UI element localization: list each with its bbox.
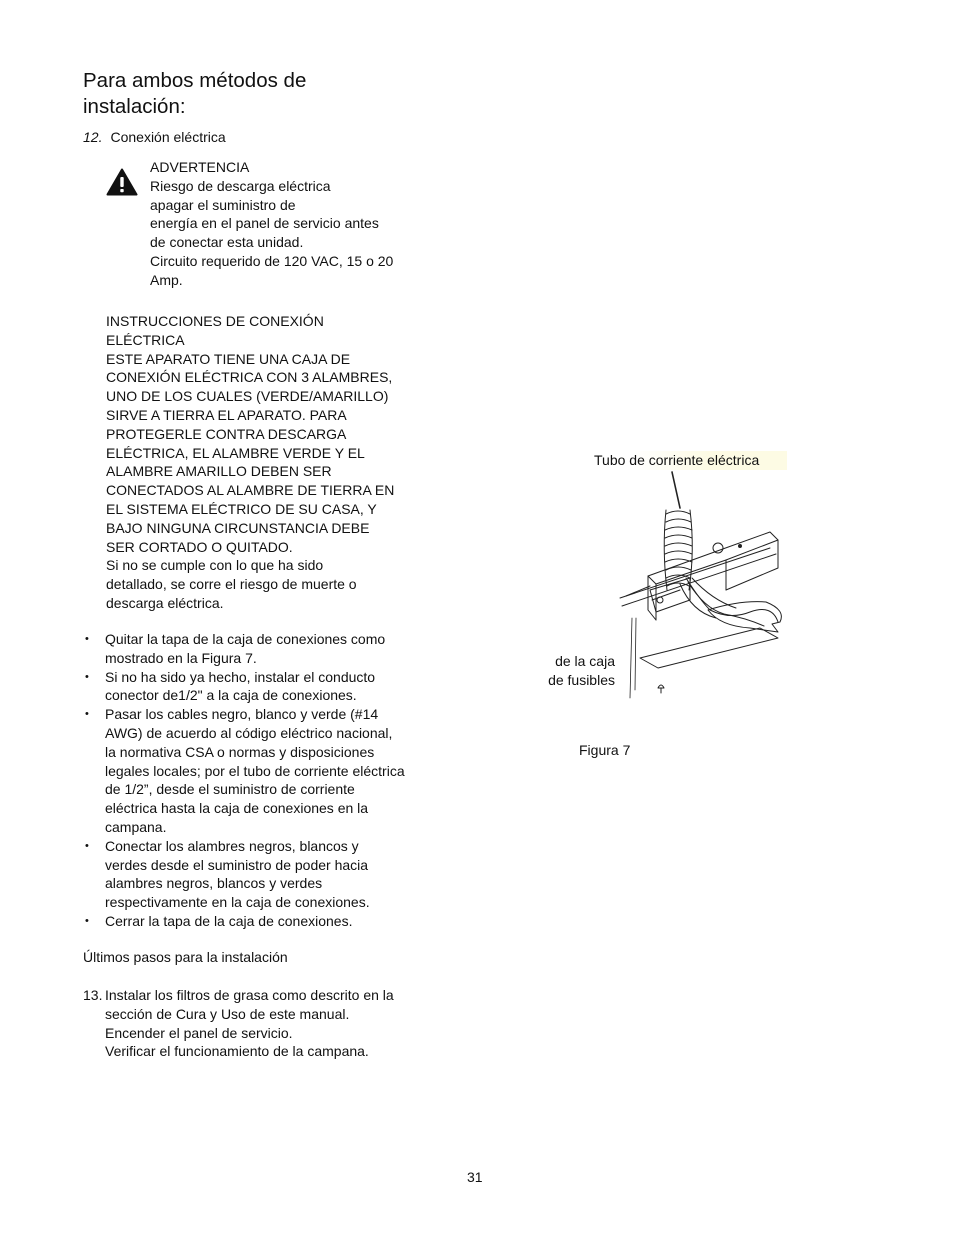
warning-line: de conectar esta unidad. [150,234,304,251]
instruction-line: SIRVE A TIERRA EL APARATO. PARA [106,406,347,423]
warning-triangle-icon [106,168,138,196]
bullet-line: • Conectar los alambres negros, blancos y [105,837,359,854]
step-13-line: Verificar el funcionamiento de la campana. [105,1043,369,1060]
instruction-line: SER CORTADO O QUITADO. [106,538,293,555]
step-12-title [83,128,226,147]
bullet-line: verdes desde el suministro de poder hacia [105,856,369,873]
step-13-line: sección de Cura y Uso de este manual. [105,1005,350,1022]
steps-bullet-list [83,630,428,931]
bullet-item [83,705,428,837]
fuse-label-line-1: de la caja [555,653,615,669]
warning-line: Amp. [150,271,183,288]
page-number: 31 [467,1169,483,1185]
bullet-line: de 1/2”, desde el suministro de corriente [105,781,355,798]
section-heading-line-1: Para ambos métodos de [83,69,307,92]
warning-line: apagar el suministro de [150,196,296,213]
instruction-line: BAJO NINGUNA CIRCUNSTANCIA DEBE [106,519,370,536]
step-13-line: Encender el panel de servicio. [105,1024,293,1041]
step-12-number: 12. [83,129,103,145]
warning-line: energía en el panel de servicio antes [150,215,379,232]
warning-title: ADVERTENCIA [150,159,250,175]
instruction-line: ESTE APARATO TIENE UNA CAJA DE [106,350,351,367]
fuse-box-label [540,652,615,690]
instruction-line: CONEXIÓN ELÉCTRICA CON 3 ALAMBRES, [106,369,393,386]
instruction-line: CONECTADOS AL ALAMBRE DE TIERRA EN [106,482,395,499]
bullet-line: mostrado en la Figura 7. [105,649,257,666]
instruction-line: ELÉCTRICA [106,331,185,348]
warning-line: Circuito requerido de 120 VAC, 15 o 20 [150,252,394,269]
instruction-line: ELÉCTRICA, EL ALAMBRE VERDE Y EL [106,444,365,461]
section-heading-line-2: instalación: [83,95,186,118]
step-13-line: Instalar los filtros de grasa como descrito en la [105,987,394,1003]
connection-instructions [106,312,396,613]
fuse-label-line-2: de fusibles [548,672,615,688]
bullet-line: la normativa CSA o normas y disposiciones [105,743,375,760]
instruction-line: EL SISTEMA ELÉCTRICO DE SU CASA, Y [106,500,377,517]
final-steps-heading: Últimos pasos para la instalación [83,949,288,965]
step-13-number: 13. [83,987,103,1003]
instruction-line: detallado, se corre el riesgo de muerte o [106,576,357,593]
step-12-text: Conexión eléctrica [110,129,226,145]
instruction-line: descarga eléctrica. [106,594,224,611]
bullet-item [83,668,428,706]
bullet-line: AWG) de acuerdo al código eléctrico nacional, [105,724,393,741]
bullet-line: campana. [105,818,167,835]
warning-block [150,158,410,290]
bullet-item [83,912,428,931]
bullet-item [83,837,428,912]
bullet-line: eléctrica hasta la caja de conexiones en la [105,800,369,817]
bullet-line: respectivamente en la caja de conexiones. [105,894,370,911]
instruction-line: UNO DE LOS CUALES (VERDE/AMARILLO) [106,388,389,405]
bullet-line: conector de1/2" a la caja de conexiones. [105,687,357,704]
instruction-line: ALAMBRE AMARILLO DEBEN SER [106,463,332,480]
step-13 [83,986,423,1061]
figure-caption: Figura 7 [579,742,631,758]
bullet-line: • Cerrar la tapa de la caja de conexiones. [105,912,353,929]
tube-label: Tubo de corriente eléctrica [594,451,787,470]
instruction-line: INSTRUCCIONES DE CONEXIÓN [106,313,324,329]
bullet-line: alambres negros, blancos y verdes [105,875,323,892]
bullet-line: • Pasar los cables negro, blanco y verde (#14 [105,706,379,723]
bullet-line: legales locales; por el tubo de corriente eléctrica [105,762,405,779]
instruction-line: PROTEGERLE CONTRA DESCARGA [106,425,347,442]
section-heading [83,68,343,120]
bullet-line: • Quitar la tapa de la caja de conexiones como [105,631,386,647]
instruction-line: Si no se cumple con lo que ha sido [106,557,324,574]
bullet-line: • Si no ha sido ya hecho, instalar el conducto [105,668,376,685]
warning-line: Riesgo de descarga eléctrica [150,177,331,194]
bullet-item [83,630,428,668]
